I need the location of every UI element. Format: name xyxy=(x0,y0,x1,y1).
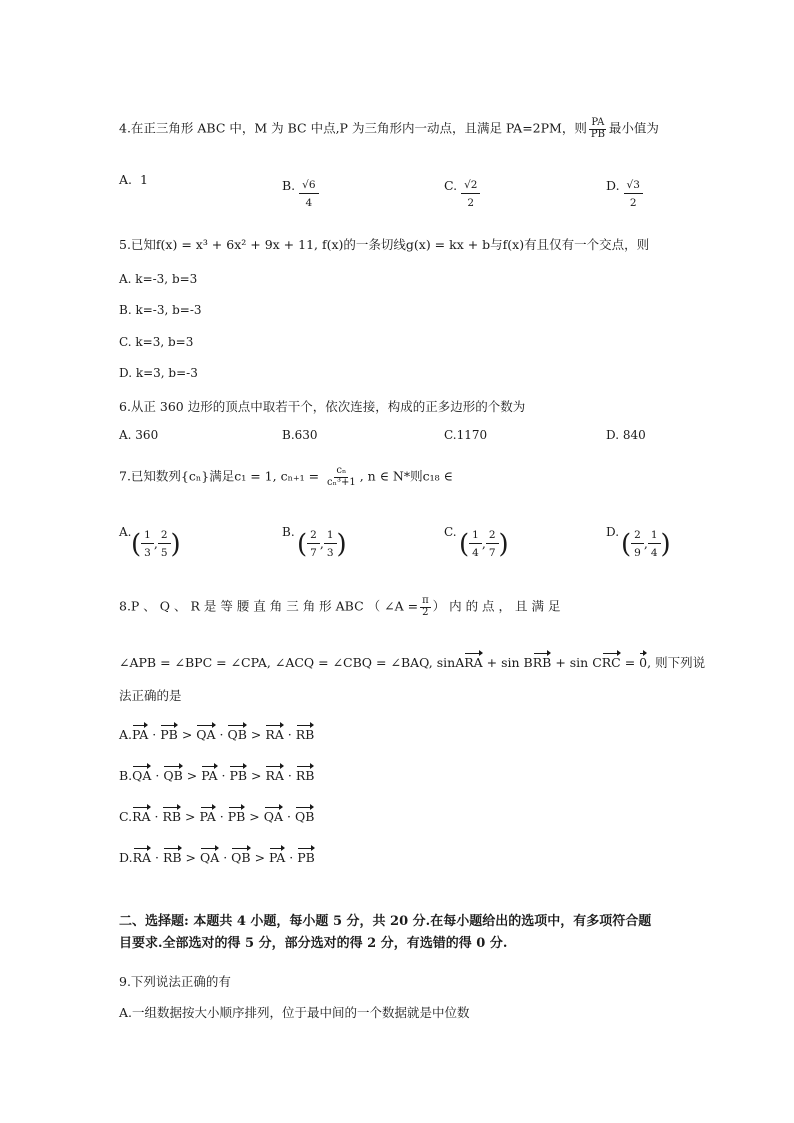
q7-option-d: D. xyxy=(606,525,620,539)
q7-option-d-interval: ( $\frac{2}{9}$ , $\frac{1}{4}$ ) xyxy=(621,529,671,560)
q8-line3: 法正确的是 xyxy=(119,688,182,703)
q6-option-a: A. 360 xyxy=(119,428,159,442)
q4-option-b: B. $\frac{√6}{4}$ xyxy=(282,172,319,201)
q7-option-b-interval: ( $\frac{2}{7}$ , $\frac{1}{3}$ ) xyxy=(297,529,347,560)
q7-option-b: B. xyxy=(282,525,295,539)
q5-stem: 5.已知f(x) = x³ + 6x² + 9x + 11, f(x)的一条切线g(x) = kx + b与f(x)有且仅有一个交点，则 xyxy=(119,237,650,252)
q5-option-d: D. k=3, b=-3 xyxy=(119,366,198,380)
q7-option-c: C. xyxy=(444,525,457,539)
q8-line2: ∠APB = ∠BPC = ∠CPA, ∠ACQ = ∠CBQ = ∠BAQ, sinARA + sin BRB + sin CRC = 0, 则下列说 xyxy=(119,652,705,671)
q9-option-a: A.一组数据按大小顺序排列，位于最中间的一个数据就是中位数 xyxy=(119,1005,470,1020)
q7-stem: 7.已知数列{cₙ}满足c₁ = 1, cₙ₊₁ = $\frac{\text{cₙ}}{\text{cₙ³+1}}$ , n ∈ N*则c₁₈ ∈ xyxy=(119,465,453,488)
q4-option-c: C. $\frac{√2}{2}$ xyxy=(444,172,480,201)
q6-option-c: C.1170 xyxy=(444,428,488,442)
q8-option-c: C.RA · RB > PA · PB > QA · QB xyxy=(119,806,314,824)
q8-line1: 8.P 、 Q 、 R 是 等 腰 直 角 三 角 形 ABC （ ∠A = $\frac{\pi}{2}$ ） 内 的 点 ， 且 满 足 xyxy=(119,595,561,618)
q4-option-d: D. $\frac{√3}{2}$ xyxy=(606,172,643,201)
q7-fraction: $\frac{\text{cₙ}}{\text{cₙ³+1}}$ xyxy=(327,465,356,488)
q5-option-c: C. k=3, b=3 xyxy=(119,335,194,349)
q6-option-b: B.630 xyxy=(282,428,318,442)
q5-option-b: B. k=-3, b=-3 xyxy=(119,303,202,317)
q4-fraction: $\frac{PA}{PB}$ xyxy=(590,117,605,140)
q5-option-a: A. k=-3, b=3 xyxy=(119,272,198,286)
q7-option-a-interval: ( $\frac{1}{3}$ , $\frac{2}{5}$ ) xyxy=(131,529,181,560)
section2-heading-line2: 目要求.全部选对的得 5 分，部分选对的得 2 分，有选错的得 0 分. xyxy=(119,936,508,951)
q6-option-d: D. 840 xyxy=(606,428,646,442)
q7-option-a: A. xyxy=(119,525,132,539)
q8-option-d: D.RA · RB > QA · QB > PA · PB xyxy=(119,847,315,865)
q8-option-b: B.QA · QB > PA · PB > RA · RB xyxy=(119,765,314,783)
q7-option-c-interval: ( $\frac{1}{4}$ , $\frac{2}{7}$ ) xyxy=(459,529,509,560)
q8-option-a: A.PA · PB > QA · QB > RA · RB xyxy=(119,724,314,742)
q4-option-a: A. 1 xyxy=(119,172,148,187)
q4-stem: 4.在正三角形 ABC 中，M 为 BC 中点,P 为三角形内一动点，且满足 PA=2PM，则 $\frac{PA}{PB}$ 最小值为 xyxy=(119,117,659,140)
q9-stem: 9.下列说法正确的有 xyxy=(119,974,231,989)
q6-stem: 6.从正 360 边形的顶点中取若干个，依次连接，构成的正多边形的个数为 xyxy=(119,399,526,414)
section2-heading-line1: 二、选择题: 本题共 4 小题，每小题 5 分，共 20 分.在每小题给出的选项中，有多项符合题 xyxy=(119,914,652,929)
